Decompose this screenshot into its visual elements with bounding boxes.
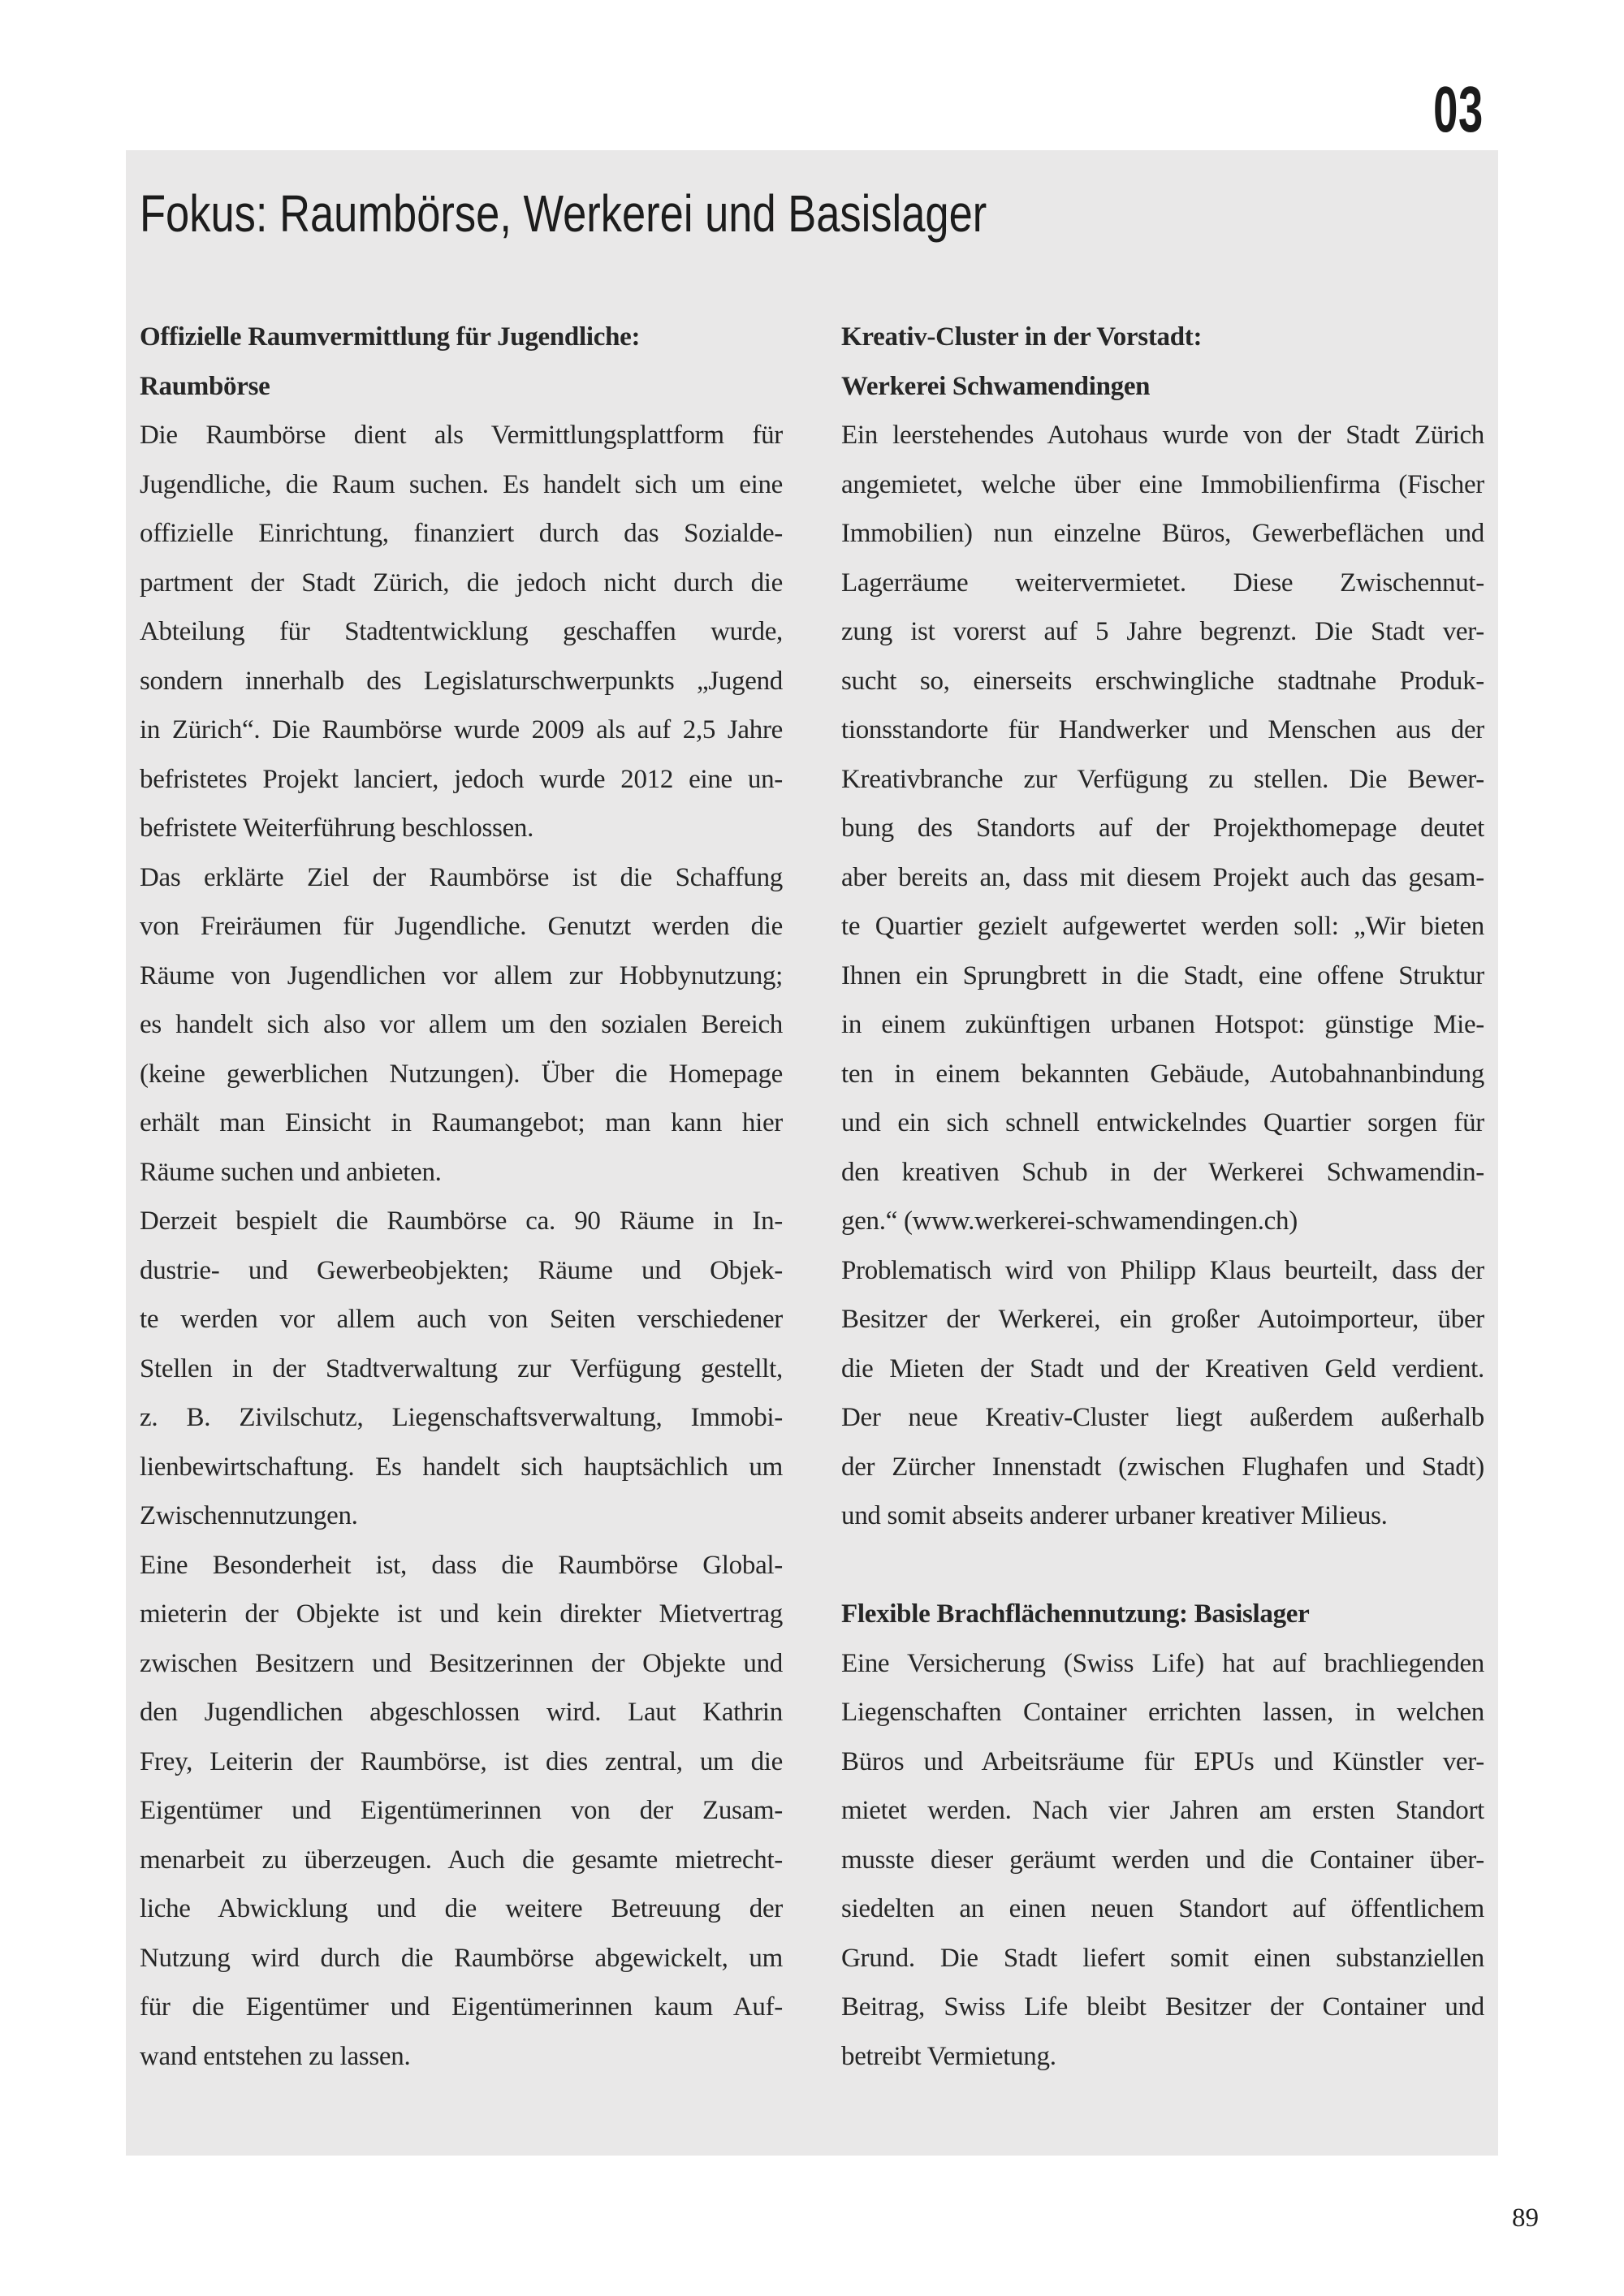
text-line: Jugendliche, die Raum suchen. Es handelt sich um eine bbox=[140, 469, 783, 499]
text-line: (keine gewerblichen Nutzungen). Über die Homepage bbox=[140, 1059, 783, 1089]
text-line: erhält man Einsicht in Raumangebot; man kann hier bbox=[140, 1108, 783, 1137]
text-line: offizielle Einrichtung, finanziert durch das Sozialde- bbox=[140, 519, 783, 548]
text-line: mieterin der Objekte ist und kein direkter Mietvertrag bbox=[140, 1599, 783, 1629]
text-line: in Zürich“. Die Raumbörse wurde 2009 als auf 2,5 Jahre bbox=[140, 715, 783, 744]
text-line: Eigentümer und Eigentümerinnen von der Zusam- bbox=[140, 1796, 783, 1825]
blank-line-spacer bbox=[841, 1541, 1484, 1590]
text-line: Grund. Die Stadt liefert somit einen substanziellen bbox=[841, 1943, 1484, 1973]
text-line: und somit abseits anderer urbaner kreativer Milieus. bbox=[841, 1501, 1388, 1530]
text-line: angemietet, welche über eine Immobilienfirma (Fischer bbox=[841, 469, 1484, 499]
section-heading bbox=[140, 313, 783, 411]
text-line: dustrie- und Gewerbeobjekten; Räume und Objek- bbox=[140, 1255, 783, 1285]
paragraph bbox=[841, 411, 1484, 1246]
text-line: Ihnen ein Sprungbrett in die Stadt, eine offene Struktur bbox=[841, 960, 1484, 990]
text-line: tionsstandorte für Handwerker und Menschen aus der bbox=[841, 715, 1484, 744]
text-line: te Quartier gezielt aufgewertet werden soll: „Wir bieten bbox=[841, 912, 1484, 941]
text-line: Beitrag, Swiss Life bleibt Besitzer der Container und bbox=[841, 1992, 1484, 2022]
text-line: befristete Weiterführung beschlossen. bbox=[140, 814, 534, 843]
text-line: Frey, Leiterin der Raumbörse, ist dies zentral, um die bbox=[140, 1746, 783, 1776]
paragraph bbox=[841, 1639, 1484, 2082]
text-line: Kreativbranche zur Verfügung zu stellen. Die Bewer- bbox=[841, 764, 1484, 794]
text-line: Der neue Kreativ-Cluster liegt außerdem außerhalb bbox=[841, 1403, 1484, 1432]
page-number: 89 bbox=[1512, 2203, 1539, 2233]
paragraph bbox=[841, 1246, 1484, 1541]
text-line: liche Abwicklung und die weitere Betreuung der bbox=[140, 1894, 783, 1923]
text-line: Kreativ-Cluster in der Vorstadt: bbox=[841, 322, 1203, 352]
text-line: gen.“ (www.werkerei-schwamendingen.ch) bbox=[841, 1206, 1298, 1236]
text-line: sondern innerhalb des Legislaturschwerpunkts „Jugend bbox=[140, 666, 783, 696]
text-line: lienbewirtschaftung. Es handelt sich hauptsächlich um bbox=[140, 1452, 783, 1482]
text-line: Räume von Jugendlichen vor allem zur Hobbynutzung; bbox=[140, 960, 783, 990]
text-line: Ein leerstehendes Autohaus wurde von der Stadt Zürich bbox=[841, 421, 1484, 450]
text-line: sucht so, einerseits erschwingliche stadtnahe Produk- bbox=[841, 666, 1484, 696]
text-line: te werden vor allem auch von Seiten verschiedener bbox=[140, 1305, 783, 1334]
text-line: Flexible Brachflächennutzung: Basislager bbox=[841, 1599, 1310, 1629]
text-line: bung des Standorts auf der Projekthomepage deutet bbox=[841, 814, 1484, 843]
text-line: für die Eigentümer und Eigentümerinnen kaum Auf- bbox=[140, 1992, 783, 2022]
text-column-right bbox=[841, 313, 1484, 2081]
text-line: Raumbörse bbox=[140, 371, 270, 401]
chapter-number: 03 bbox=[1433, 73, 1484, 145]
page-title: Fokus: Raumbörse, Werkerei und Basislager bbox=[140, 184, 987, 243]
text-line: partment der Stadt Zürich, die jedoch nicht durch die bbox=[140, 568, 783, 598]
paragraph bbox=[140, 1197, 783, 1541]
text-line: die Mieten der Stadt und der Kreativen Geld verdient. bbox=[841, 1353, 1484, 1383]
text-line: ten in einem bekannten Gebäude, Autobahnanbindung bbox=[841, 1059, 1484, 1089]
text-line: Büros und Arbeitsräume für EPUs und Künstler ver- bbox=[841, 1746, 1484, 1776]
text-line: Das erklärte Ziel der Raumbörse ist die Schaffung bbox=[140, 862, 783, 892]
text-line: Die Raumbörse dient als Vermittlungsplattform für bbox=[140, 421, 783, 450]
text-column-left bbox=[140, 313, 783, 2081]
text-line: Offizielle Raumvermittlung für Jugendliche: bbox=[140, 322, 641, 352]
text-line: Eine Versicherung (Swiss Life) hat auf brachliegenden bbox=[841, 1648, 1484, 1678]
section-heading bbox=[841, 1590, 1484, 1639]
text-line: wand entstehen zu lassen. bbox=[140, 2041, 411, 2071]
paragraph bbox=[140, 853, 783, 1198]
text-line: musste dieser geräumt werden und die Container über- bbox=[841, 1845, 1484, 1875]
text-line: Zwischennutzungen. bbox=[140, 1501, 358, 1530]
section-heading bbox=[841, 313, 1484, 411]
text-line: zwischen Besitzern und Besitzerinnen der Objekte und bbox=[140, 1648, 783, 1678]
text-line: Räume suchen und anbieten. bbox=[140, 1157, 442, 1187]
text-line: befristetes Projekt lanciert, jedoch wurde 2012 eine un- bbox=[140, 764, 783, 794]
text-line: siedelten an einen neuen Standort auf öffentlichem bbox=[841, 1894, 1484, 1923]
text-line: Besitzer der Werkerei, ein großer Autoimporteur, über bbox=[841, 1305, 1484, 1334]
text-line: aber bereits an, dass mit diesem Projekt auch das gesam- bbox=[841, 862, 1484, 892]
text-line: den kreativen Schub in der Werkerei Schwamendin- bbox=[841, 1157, 1484, 1187]
paragraph bbox=[140, 411, 783, 853]
text-line: menarbeit zu überzeugen. Auch die gesamte mietrecht- bbox=[140, 1845, 783, 1875]
text-line: von Freiräumen für Jugendliche. Genutzt werden die bbox=[140, 912, 783, 941]
text-line: Problematisch wird von Philipp Klaus beurteilt, dass der bbox=[841, 1255, 1484, 1285]
text-line: Immobilien) nun einzelne Büros, Gewerbeflächen und bbox=[841, 519, 1484, 548]
text-line: Stellen in der Stadtverwaltung zur Verfügung gestellt, bbox=[140, 1353, 783, 1383]
text-line: den Jugendlichen abgeschlossen wird. Laut Kathrin bbox=[140, 1698, 783, 1727]
text-line: der Zürcher Innenstadt (zwischen Flughafen und Stadt) bbox=[841, 1452, 1484, 1482]
text-line: es handelt sich also vor allem um den sozialen Bereich bbox=[140, 1010, 783, 1039]
paragraph bbox=[140, 1541, 783, 2082]
text-line: Abteilung für Stadtentwicklung geschaffen wurde, bbox=[140, 617, 783, 646]
text-line: Liegenschaften Container errichten lassen, in welchen bbox=[841, 1698, 1484, 1727]
text-line: Nutzung wird durch die Raumbörse abgewickelt, um bbox=[140, 1943, 783, 1973]
text-line: Eine Besonderheit ist, dass die Raumbörse Global- bbox=[140, 1550, 783, 1580]
text-line: und ein sich schnell entwickelndes Quartier sorgen für bbox=[841, 1108, 1484, 1137]
text-line: z. B. Zivilschutz, Liegenschaftsverwaltung, Immobi- bbox=[140, 1403, 783, 1432]
text-line: mietet werden. Nach vier Jahren am ersten Standort bbox=[841, 1796, 1484, 1825]
text-line: betreibt Vermietung. bbox=[841, 2041, 1056, 2071]
text-line: Werkerei Schwamendingen bbox=[841, 371, 1151, 401]
text-line: Lagerräume weitervermietet. Diese Zwischennut- bbox=[841, 568, 1484, 598]
text-line: Derzeit bespielt die Raumbörse ca. 90 Räume in In- bbox=[140, 1206, 783, 1236]
text-line: in einem zukünftigen urbanen Hotspot: günstige Mie- bbox=[841, 1010, 1484, 1039]
text-line: zung ist vorerst auf 5 Jahre begrenzt. Die Stadt ver- bbox=[841, 617, 1484, 646]
